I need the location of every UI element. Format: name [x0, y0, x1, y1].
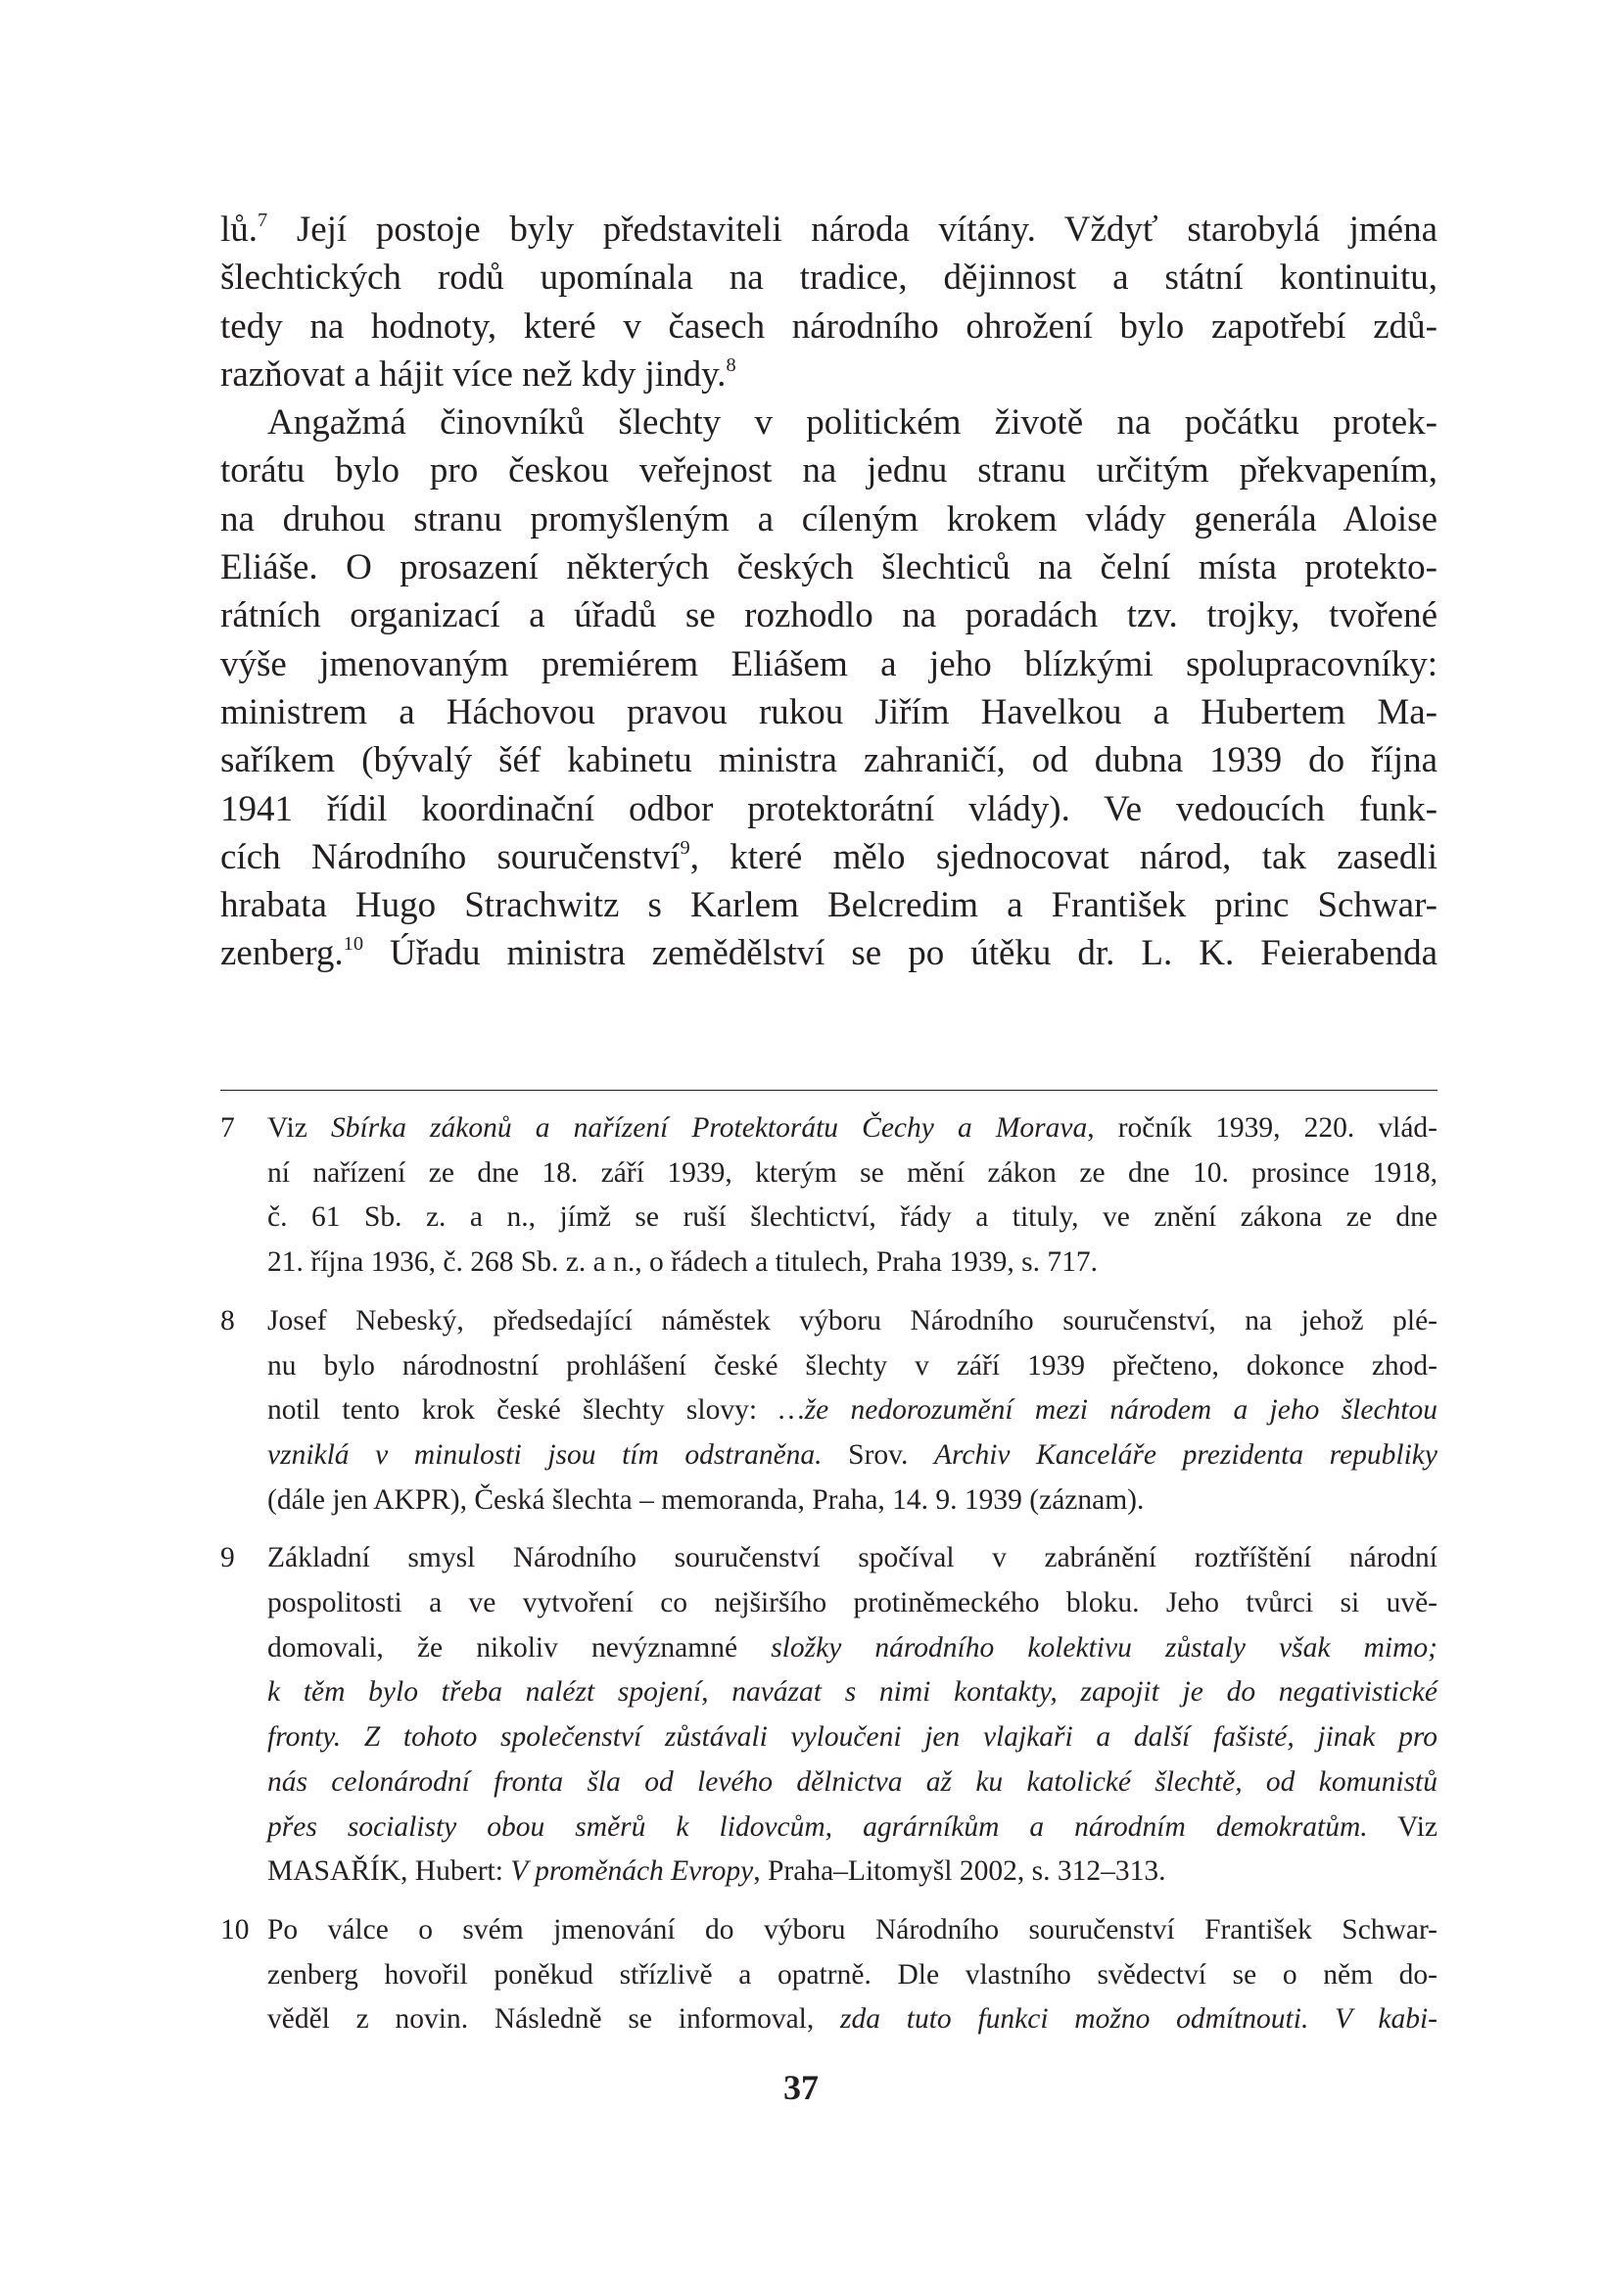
- text-run: na druhou stranu promyšleným a cíleným krokem vlády generála Aloise: [220, 498, 1437, 539]
- footnote-7: [220, 1106, 1437, 1286]
- footnote-line: [267, 1760, 1437, 1805]
- text-run: Angažmá činovníků šlechty v politickém životě na počátku protek-: [267, 402, 1437, 444]
- text-run: torátu bylo pro českou veřejnost na jednu stranu určitým překvapením,: [220, 450, 1437, 492]
- text-run: Srov.: [822, 1438, 934, 1471]
- footnote-line: [267, 1626, 1437, 1671]
- italic-text: složky národního kolektivu zůstaly však mimo;: [771, 1631, 1437, 1663]
- footnote-8: [220, 1299, 1437, 1523]
- footnotes: [220, 1106, 1437, 2056]
- footnote-line: [267, 1908, 1437, 1953]
- footnote-line: [267, 1241, 1437, 1286]
- footnote-number: 8: [220, 1304, 235, 1336]
- footnote-number: 9: [220, 1542, 235, 1574]
- footnote-line: [267, 1715, 1437, 1760]
- text-run: lů.: [220, 210, 259, 250]
- text-run: hrabata Hugo Strachwitz s Karlem Belcredim a František princ Schwar-: [220, 885, 1437, 926]
- text-run: Úřadu ministra zemědělství se po útěku dr. L. K. Feierabenda: [363, 933, 1437, 974]
- text-run: , Praha–Litomyšl 2002, s. 312–313.: [753, 1855, 1166, 1888]
- body-line: [220, 688, 1437, 736]
- text-run: č. 61 Sb. z. a n., jímž se ruší šlechtictví, řády a tituly, ve znění zákona ze dne: [267, 1201, 1437, 1234]
- italic-text: V proměnách Evropy: [510, 1855, 754, 1888]
- footnote-line: [267, 1433, 1437, 1478]
- italic-text: přes socialisty obou směrů k lidovcům, agrárníkům a národním demokratům.: [267, 1810, 1368, 1843]
- footnote-ref: 8: [726, 353, 736, 376]
- body-line: [220, 785, 1437, 833]
- text-run: Josef Nebeský, předsedající náměstek výboru Národního souručenství, na jehož plé-: [267, 1304, 1437, 1336]
- footnote-line: [267, 1151, 1437, 1196]
- body-line: [220, 446, 1437, 494]
- body-line: [220, 543, 1437, 591]
- text-run: notil tento krok české šlechty slovy:: [267, 1394, 779, 1427]
- text-run: tedy na hodnoty, které v časech národního ohrožení bylo zapotřebí zdů-: [220, 305, 1437, 347]
- footnote-line: [267, 1478, 1437, 1523]
- text-run: Eliáše. O prosazení některých českých šlechticů na čelní místa protekto-: [220, 547, 1437, 588]
- text-run: razňovat a hájit více než kdy jindy.: [220, 353, 727, 395]
- text-run: pospolitosti a ve vytvoření co nejširšího protiněmeckého bloku. Jeho tvůrci si uvě-: [267, 1587, 1437, 1619]
- footnote-line: [267, 1344, 1437, 1389]
- text-run: saříkem (bývalý šéf kabinetu ministra zahraničí, od dubna 1939 do října: [220, 740, 1437, 781]
- text-run: (dále jen AKPR), Česká šlechta – memoranda, Praha, 14. 9. 1939 (záznam).: [267, 1483, 1145, 1516]
- italic-text: vzniklá v minulosti jsou tím odstraněna.: [267, 1438, 823, 1471]
- italic-text: fronty. Z tohoto společenství zůstávali vyloučeni jen vlajkaři a další fašisté, jinak pro: [267, 1721, 1437, 1754]
- body-text: [220, 206, 1437, 978]
- text-run: Její postoje byly představiteli národa vítány. Vždyť starobylá jména: [267, 210, 1437, 250]
- text-run: , které mělo sjednocovat národ, tak zasedli: [689, 836, 1437, 877]
- body-line: [220, 591, 1437, 639]
- text-run: nu bylo národnostní prohlášení české šlechty v září 1939 přečteno, dokonce zhod-: [267, 1349, 1437, 1382]
- text-run: 1941 řídil koordinační odbor protektorátní vlády). Ve vedoucích funk-: [220, 788, 1437, 829]
- footnote-line: [267, 1106, 1437, 1151]
- body-line: [220, 929, 1437, 977]
- italic-text: k těm bylo třeba nalézt spojení, navázat s nimi kontakty, zapojit je do negativistické: [267, 1676, 1437, 1709]
- body-line: [220, 640, 1437, 688]
- text-run: Viz: [267, 1112, 331, 1144]
- body-line: [220, 881, 1437, 929]
- text-run: Základní smysl Národního souručenství spočíval v zabránění roztříštění národní: [267, 1542, 1437, 1574]
- footnote-line: [267, 1581, 1437, 1626]
- body-line: [220, 206, 1437, 254]
- footnote-separator: [220, 1090, 1437, 1091]
- italic-text: Archiv Kanceláře prezidenta republiky: [933, 1438, 1437, 1471]
- body-line: [220, 495, 1437, 543]
- text-run: Po válce o svém jmenování do výboru Národního souručenství František Schwar-: [267, 1913, 1437, 1945]
- footnote-ref: 10: [343, 933, 364, 956]
- text-run: výše jmenovaným premiérem Eliášem a jeho blízkými spolupracovníky:: [220, 643, 1437, 684]
- footnote-line: [267, 1299, 1437, 1344]
- text-run: Viz: [1367, 1810, 1437, 1843]
- body-line: [220, 351, 1437, 398]
- footnote-number: 7: [220, 1112, 235, 1144]
- body-line: [220, 398, 1437, 446]
- footnote-line: [267, 1997, 1437, 2042]
- text-run: zenberg hovořil poněkud střízlivě a opatrně. Dle vlastního svědectví se o něm do-: [267, 1958, 1437, 1991]
- text-run: ministrem a Háchovou pravou rukou Jiřím Havelkou a Hubertem Ma-: [220, 691, 1437, 732]
- italic-text: Sbírka zákonů a nařízení Protektorátu Čechy a Morava: [330, 1112, 1088, 1144]
- footnote-10: [220, 1908, 1437, 2042]
- footnote-line: [267, 1805, 1437, 1851]
- footnote-line: [267, 1850, 1437, 1895]
- text-run: MASAŘÍK, Hubert:: [267, 1855, 511, 1888]
- body-line: [220, 833, 1437, 881]
- italic-text: zda tuto funkci možno odmítnouti. V kabi-: [840, 2003, 1437, 2036]
- text-run: cích Národního souručenství: [220, 836, 681, 877]
- text-run: šlechtických rodů upomínala na tradice, dějinnost a státní kontinuitu,: [220, 258, 1437, 299]
- body-line: [220, 303, 1437, 351]
- text-run: věděl z novin. Následně se informoval,: [267, 2003, 841, 2036]
- footnote-9: [220, 1536, 1437, 1895]
- page-number: 37: [783, 2068, 819, 2107]
- text-run: domovali, že nikoliv nevýznamné: [267, 1631, 772, 1663]
- text-run: ní nařízení ze dne 18. září 1939, kterým se mění zákon ze dne 10. prosince 1918,: [267, 1156, 1437, 1189]
- footnote-number: 10: [220, 1913, 250, 1945]
- footnote-line: [267, 1388, 1437, 1433]
- text-run: , ročník 1939, 220. vlád-: [1087, 1112, 1438, 1144]
- footnote-line: [267, 1536, 1437, 1581]
- footnote-ref: 9: [680, 836, 690, 859]
- italic-text: nás celonárodní fronta šla od levého dělnictva až ku katolické šlechtě, od komunistů: [267, 1765, 1437, 1798]
- text-run: rátních organizací a úřadů se rozhodlo na poradách tzv. trojky, tvořené: [220, 595, 1437, 636]
- text-run: zenberg.: [220, 933, 344, 974]
- text-run: 21. října 1936, č. 268 Sb. z. a n., o řádech a titulech, Praha 1939, s. 717.: [267, 1246, 1098, 1279]
- footnote-line: [267, 1195, 1437, 1241]
- footnote-line: [267, 1670, 1437, 1715]
- footnote-ref: 7: [258, 209, 268, 231]
- body-line: [220, 254, 1437, 302]
- italic-text: …že nedorozumění mezi národem a jeho šlechtou: [778, 1394, 1437, 1427]
- footnote-line: [267, 1953, 1437, 1998]
- body-line: [220, 736, 1437, 784]
